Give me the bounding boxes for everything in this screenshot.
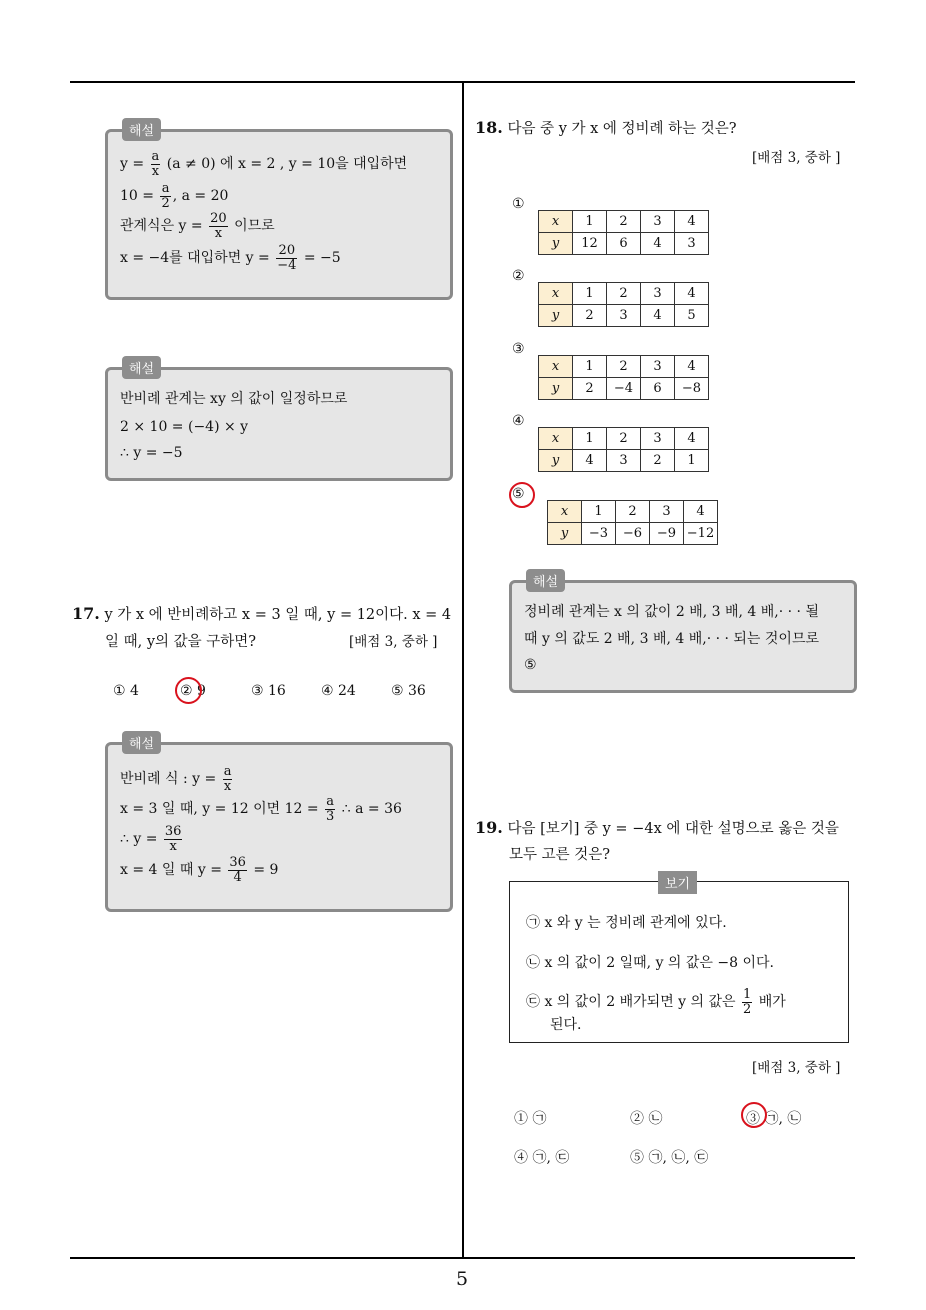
q19-choice-5[interactable]: ⑤ ㉠, ㉡, ㉢ — [630, 1150, 709, 1166]
solution-box-16a — [105, 124, 453, 300]
question-number: 17. — [72, 604, 100, 623]
bogi-item-2: ㉡ x 의 값이 2 일때, y 의 값은 −8 이다. — [526, 955, 774, 971]
question-17-line1: 17. y 가 x 에 반비례하고 x = 3 일 때, y = 12이다. x = 4 — [72, 604, 452, 623]
q18-choice-5-label[interactable]: ⑤ — [512, 486, 525, 502]
solution-tag: 해설 — [122, 731, 161, 754]
q18-table-5: x 1 2 3 4 y −3 −6 −9 −12 — [547, 500, 718, 545]
q17-choice-1[interactable]: ① 4 — [113, 683, 139, 699]
q18-table-1: x 1 2 3 4 y 12 6 4 3 — [538, 210, 709, 255]
solution-line: ∴ y = −5 — [120, 445, 183, 461]
fraction: $\frac{36}{x}$ — [164, 824, 182, 854]
q17-choice-5[interactable]: ⑤ 36 — [391, 683, 426, 699]
solution-line: x = 4 일 때 y = $\frac{36}{4}$ = 9 — [120, 855, 279, 885]
q18-choice-4-label[interactable]: ④ — [512, 413, 525, 429]
q18-choice-2-label[interactable]: ② — [512, 268, 525, 284]
fraction: $\frac{a}{3}$ — [326, 794, 335, 824]
question-19-line1: 19. 다음 [보기] 중 y = −4x 에 대한 설명으로 옳은 것을 — [475, 818, 839, 837]
solution-line: y = $\frac{a}{x}$ (a ≠ 0) 에 x = 2 , y = 10을 대입하면 — [120, 149, 408, 179]
solution-line: ⑤ — [524, 657, 537, 673]
q19-choice-2[interactable]: ② ㉡ — [630, 1111, 663, 1127]
solution-line: 2 × 10 = (−4) × y — [120, 419, 249, 435]
solution-box-16b — [105, 362, 453, 481]
q17-choice-3[interactable]: ③ 16 — [251, 683, 286, 699]
bogi-item-1: ㉠ x 와 y 는 정비례 관계에 있다. — [526, 915, 727, 931]
page-number: 5 — [456, 1268, 469, 1290]
solution-line: ∴ y = $\frac{36}{x}$ — [120, 824, 182, 854]
q18-table-3: x 1 2 3 4 y 2 −4 6 −8 — [538, 355, 709, 400]
question-18-score: [배점 3, 중하 ] — [752, 150, 841, 166]
bottom-rule — [70, 1257, 855, 1259]
fraction: $\frac{a}{x}$ — [151, 149, 160, 179]
q19-choice-3[interactable]: ③ ㉠, ㉡ — [746, 1111, 802, 1127]
fraction: $\frac{20}{x}$ — [210, 211, 227, 241]
solution-line: 반비례 관계는 xy 의 값이 일정하므로 — [120, 391, 348, 407]
question-17-score: [배점 3, 중하 ] — [349, 634, 438, 650]
solution-line: 정비례 관계는 x 의 값이 2 배, 3 배, 4 배,· · · 될 — [524, 604, 819, 620]
solution-tag: 해설 — [122, 356, 161, 379]
question-number: 19. — [475, 818, 503, 837]
solution-box-17 — [105, 737, 453, 912]
solution-line: x = 3 일 때, y = 12 이면 12 = $\frac{a}{3}$ ∴ a = 36 — [120, 794, 402, 824]
fraction: $\frac{a}{x}$ — [223, 764, 232, 794]
answer-mark-circle — [741, 1102, 767, 1128]
solution-line: 반비례 식 : y = $\frac{a}{x}$ — [120, 764, 232, 794]
q18-choice-1-label[interactable]: ① — [512, 196, 525, 212]
solution-box-18 — [509, 575, 857, 693]
solution-line: 10 = $\frac{a}{2}$ , a = 20 — [120, 181, 229, 211]
bogi-item-3: ㉢ x 의 값이 2 배가되면 y 의 값은 $\frac{1}{2}$ 배가 — [526, 987, 786, 1017]
q18-table-2: x 1 2 3 4 y 2 3 4 5 — [538, 282, 709, 327]
q17-choice-2[interactable]: ② 9 — [180, 683, 206, 699]
question-17-line2: 일 때, y의 값을 구하면? — [105, 634, 257, 650]
question-number: 18. — [475, 118, 503, 137]
solution-line: x = −4를 대입하면 y = $\frac{20}{-4}$ = −5 — [120, 243, 341, 273]
solution-line: 때 y 의 값도 2 배, 3 배, 4 배,· · · 되는 것이므로 — [524, 631, 819, 647]
q19-choice-4[interactable]: ④ ㉠, ㉢ — [514, 1150, 570, 1166]
bogi-item-3-cont: 된다. — [550, 1017, 582, 1033]
q18-table-4: x 1 2 3 4 y 4 3 2 1 — [538, 427, 709, 472]
question-18-line1: 18. 다음 중 y 가 x 에 정비례 하는 것은? — [475, 118, 737, 137]
fraction: $\frac{1}{2}$ — [743, 987, 752, 1017]
solution-line: 관계식은 y = $\frac{20}{x}$ 이므로 — [120, 211, 275, 241]
answer-mark-circle — [175, 677, 202, 704]
solution-tag: 해설 — [122, 118, 161, 141]
bogi-tag: 보기 — [658, 871, 697, 894]
question-19-score: [배점 3, 중하 ] — [752, 1060, 841, 1076]
fraction: $\frac{a}{2}$ — [161, 181, 170, 211]
fraction: $\frac{20}{-4}$ — [277, 243, 297, 273]
solution-tag: 해설 — [526, 569, 565, 592]
bogi-box — [509, 877, 849, 1043]
q19-choice-1[interactable]: ① ㉠ — [514, 1111, 547, 1127]
column-divider — [462, 82, 464, 1258]
question-19-line2: 모두 고른 것은? — [509, 847, 611, 863]
answer-mark-circle — [509, 482, 535, 508]
q17-choice-4[interactable]: ④ 24 — [321, 683, 356, 699]
q18-choice-3-label[interactable]: ③ — [512, 341, 525, 357]
fraction: $\frac{36}{4}$ — [229, 855, 246, 885]
